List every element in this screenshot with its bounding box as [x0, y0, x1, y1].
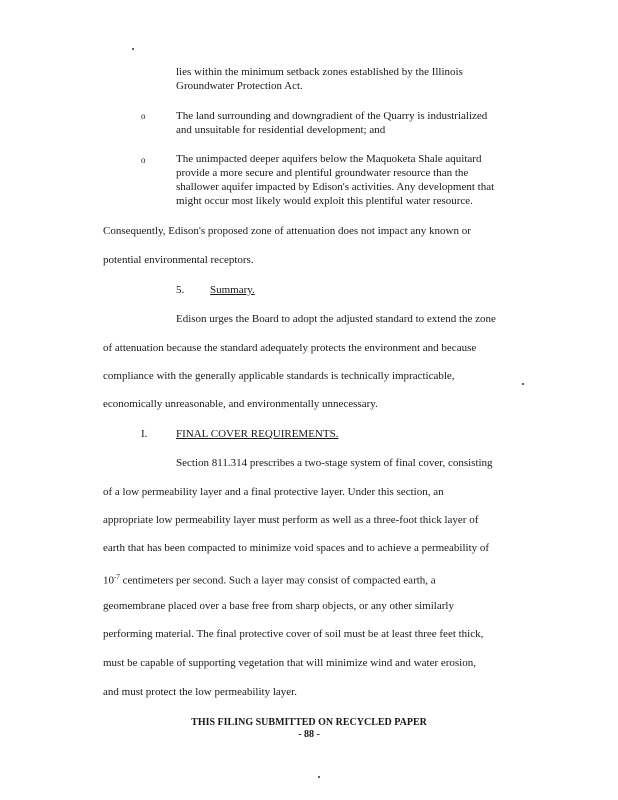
bullet-line: shallower aquifer impacted by Edison's activities. Any development that: [176, 181, 495, 193]
bullet-icon: o: [141, 155, 146, 165]
continuation-line: lies within the minimum setback zones established by the Illinois: [176, 66, 463, 78]
scan-speck: [318, 776, 320, 778]
exponent-line-text: centimeters per second. Such a layer may consist of compacted earth, a: [122, 574, 436, 587]
section-heading-letter: I.: [141, 428, 148, 440]
section-heading-title: FINAL COVER REQUIREMENTS.: [176, 428, 339, 440]
paragraph-line: must be capable of supporting vegetation that will minimize wind and water erosion,: [103, 657, 476, 669]
paragraph-line: appropriate low permeability layer must perform as well as a three-foot thick layer of: [103, 514, 479, 526]
paragraph-line: geomembrane placed over a base free from sharp objects, or any other similarly: [103, 600, 454, 612]
bullet-line: and unsuitable for residential development; and: [176, 124, 386, 136]
bullet-line: The land surrounding and downgradient of the Quarry is industrialized: [176, 110, 488, 122]
scan-speck: [522, 383, 524, 385]
paragraph-line: compliance with the generally applicable standards is technically impracticable,: [103, 370, 455, 382]
bullet-line: provide a more secure and plentiful groundwater resource than the: [176, 167, 469, 179]
exponent: -7: [114, 573, 120, 581]
paragraph-line: performing material. The final protective cover of soil must be at least three feet thick,: [103, 628, 484, 640]
summary-heading-number: 5.: [176, 284, 185, 296]
paragraph-line: earth that has been compacted to minimize void spaces and to achieve a permeability of: [103, 542, 490, 554]
paragraph-line-with-exponent: [103, 571, 436, 588]
paragraph-line: of a low permeability layer and a final protective layer. Under this section, an: [103, 486, 444, 498]
bullet-line: The unimpacted deeper aquifers below the Maquoketa Shale aquitard: [176, 153, 482, 165]
exponent-base: 10: [103, 574, 114, 587]
bullet-icon: o: [141, 111, 146, 121]
paragraph-line: potential environmental receptors.: [103, 254, 254, 266]
summary-heading-title: Summary.: [210, 284, 255, 296]
scan-speck: [132, 48, 134, 50]
continuation-line: Groundwater Protection Act.: [176, 80, 303, 92]
paragraph-line: Edison urges the Board to adopt the adjusted standard to extend the zone: [176, 313, 496, 325]
paragraph-line: Section 811.314 prescribes a two-stage system of final cover, consisting: [176, 457, 493, 469]
paragraph-line: and must protect the low permeability layer.: [103, 686, 297, 698]
recycled-paper-notice: THIS FILING SUBMITTED ON RECYCLED PAPER: [191, 717, 427, 728]
paragraph-line: economically unreasonable, and environmentally unnecessary.: [103, 398, 378, 410]
bullet-line: might occur most likely would exploit this plentiful water resource.: [176, 195, 473, 207]
paragraph-line: Consequently, Edison's proposed zone of attenuation does not impact any known or: [103, 225, 471, 237]
page-number: - 88 -: [298, 729, 320, 740]
paragraph-line: of attenuation because the standard adequately protects the environment and because: [103, 342, 477, 354]
